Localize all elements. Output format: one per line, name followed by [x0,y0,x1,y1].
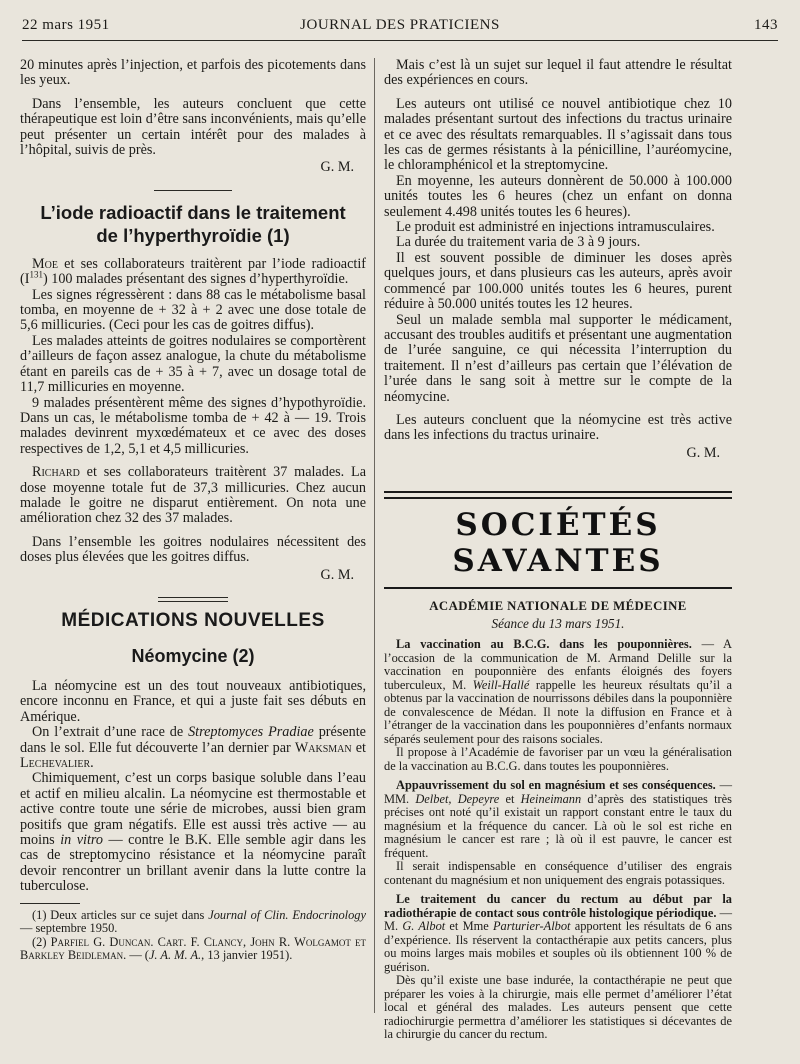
paragraph: Chimiquement, c’est un corps basique soluble dans l’eau et actif en milieu alcalin. La néomycine est thermostable et active contre toute une série de microbes, aussi bien gram positifs que gram négatifs. Elle est aussi très active — au moins in vitro — contre le B.K. Elle semble agir dans les cas de streptomycino résistance et la néomycine paraît devoir rencontrer un brillant avenir dans la lutte contre la tuberculose. [20,770,366,895]
paragraph: Dans l’ensemble, les auteurs concluent que cette thérapeutique est loin d’être sans inconvénients, mais qu’elle peut présenter un certain intérêt pour des malades à l’hôpital, suivis de près. [20,95,366,159]
left-column [20,58,366,963]
seance-date: Séance du 13 mars 1951. [491,616,625,632]
header-date: 22 mars 1951 [22,17,110,33]
section-title-societes: SOCIÉTÉS SAVANTES [452,507,664,580]
report-paragraph: Dès qu’il existe une base indurée, la contacthérapie ne peut que préparer les voies à la chirurgie, mais elle permet d’améliorer l’état local et général des malades. Les auteurs pensent que cette radiochirurgie permettra d’améliorer les statistiques si décevantes de la chirurgie du cancer du rectum. [384,973,732,1042]
academie-heading: ACADÉMIE NATIONALE DE MÉDECINE [429,599,687,614]
paragraph: Moe et ses collaborateurs traitèrent par l’iode radioactif $(I^{131})$ 100 malades présentant des signes d’hyperthyroïdie. [20,255,366,288]
report-paragraph: Il propose à l’Académie de favoriser par un vœu la généralisation de la vaccination au B.C.G. dans toutes les pouponnières. [384,745,732,773]
signature: G. M. [320,566,354,583]
report-paragraph: La vaccination au B.C.G. dans les pouponnières. — A l’occasion de la communication de M. Armand Delille sur la vaccination en pouponnière des enfants éloignés des foyers tuberculeux, M. Weill-Hallé rappelle les heureux résultats qu’il a obtenus par la vaccination de nourrissons débiles dans la pouponnière de convalescence de Médan. Il note la diffusion en France et à l’étranger de la vaccination dans les pouponnières d’enfants normaux séparés seulement pour des raisons sociales. [384,637,732,746]
footnote: (1) Deux articles sur ce sujet dans Journal of Clin. Endocrinology — septembre 1950. [20,907,366,936]
signature: G. M. [320,159,354,176]
academie-reports [384,638,732,1042]
section-rule [384,491,732,499]
paragraph: La néomycine est un des tout nouveaux antibiotiques, encore inconnu en France, et qui a juste fait ses débuts en Amérique. [20,677,366,725]
paragraph: La durée du traitement varia de 3 à 9 jours. [396,234,641,251]
paragraph: Mais c’est là un sujet sur lequel il faut attendre le résultat des expériences en cours. [384,57,732,89]
paragraph: Les malades atteints de goitres nodulaires se comportèrent d’ailleurs de façon assez analogue, la chute du métabolisme étant en pareils cas de + 35 à + 7, avec un dosage total de 11,7 millicuries en moyenne. [20,332,366,396]
paragraph: Dans l’ensemble les goitres nodulaires nécessitent des doses plus élevées que les goitres diffus. [20,533,366,566]
paragraph: Seul un malade sembla mal supporter le médicament, accusant des troubles auditifs et présentant une augmentation de l’urée sanguine, ce qui nécessita l’interruption du traitement. Il n’est d’ailleurs pas certain que l’élévation de l’urée dans le sang soit à mettre sur le compte de la néomycine. [384,311,732,405]
section-separator [154,190,232,191]
right-column [384,58,732,1042]
paragraph: En moyenne, les auteurs donnèrent de 50.000 à 100.000 unités toutes les 6 heures (chez un enfant on donna seulement 4.498 unités toutes les 6 heures). [384,172,732,220]
page-header [22,17,778,37]
paragraph: Les signes régressèrent : dans 88 cas le métabolisme basal tomba, en moyenne de + 32 à + 2 avec une dose totale de 5,6 millicuries. (Ceci pour les cas de goitres diffus). [20,286,366,334]
author-name: Moe [32,255,58,272]
paragraph: Le produit est administré en injections intramusculaires. [396,219,715,236]
paragraph: Les auteurs concluent que la néomycine est très active dans les infections du tractus urinaire. [384,411,732,444]
paragraph: 9 malades présentèrent même des signes d’hypothyroïdie. Dans un cas, le métabolisme tomba de + 42 à — 19. Trois malades devinrent myxœdémateux et ce avec des doses respectives de 1,2, 5,1 et 4,5 millicuries. [20,394,366,457]
paragraph: Les auteurs ont utilisé ce nouvel antibiotique chez 10 malades présentant surtout des infections du tractus urinaire et ce avec des résultats remarquables. Il s’agissait dans tous les cas de germes résistants à la pénicilline, l’auréomycine, le chloramphénicol et la streptomycine. [384,95,732,174]
paragraph: On l’extrait d’une race de Streptomyces Pradiae présente dans le sol. Elle fut découverte l’an dernier par Waksman et Lechevalier. [20,724,366,771]
header-page-number: 143 [754,17,778,33]
section-double-rule [158,597,228,602]
article-title-iode [20,201,366,247]
section-title-medications: MÉDICATIONS NOUVELLES [61,609,325,631]
report-paragraph: Le traitement du cancer du rectum au début par la radiothérapie de contact sous contrôle histologique périodique. — M. G. Albot et Mme Parturier-Albot apportent les résultats de 6 ans d’expérience. Ils réservent la contacthérapie aux petits cancers, plus ou moins larges mais mobiles et souples où ils obtiennent 100 % de guérison. [384,892,733,974]
footnote-rule [20,903,80,904]
header-rule [22,40,778,41]
paragraph: Richard et ses collaborateurs traitèrent 37 malades. La dose moyenne totale fut de 37,3 millicuries. Chez aucun malade le goitre ne disparut entièrement. On nota une amélioration chez 32 des 37 malades. [20,464,366,527]
footnotes [20,909,366,963]
title-line: L’iode radioactif dans le traitement [40,201,346,223]
signature: G. M. [686,444,720,461]
header-journal-title: JOURNAL DES PRATICIENS [300,17,500,33]
column-divider [374,58,375,1013]
footnote: (2) Parfiel G. Duncan. Cart. F. Clancy, John R. Wolgamot et Barkley Beidleman. — (J. A. M. A., 13 janvier 1951). [20,934,366,963]
paragraph: 20 minutes après l’injection, et parfois des picotements dans les yeux. [20,57,366,89]
author-name: Richard [32,464,80,481]
title-line: de l’hyperthyroïdie (1) [96,224,290,246]
article-title-neomycine: Néomycine (2) [131,645,255,666]
paragraph: Il est souvent possible de diminuer les doses après quelques jours, et dans plusieurs cas les auteurs, après avoir commencé par 100.000 unités toutes les 6 heures, purent réduire à 50.000 unités toutes les 12 heures. [384,249,732,313]
report-paragraph: Appauvrissement du sol en magnésium et ses conséquences. — MM. Delbet, Depeyre et Heineimann d’après des statistiques très précises ont noté qu’il existait un rapport constant entre le taux du magnésium et la fréquence du cancer. Là où le sol est riche en magnésium le cancer est rare ; là où il est pauvre, le cancer est fréquent. [384,778,732,860]
section-rule [384,587,732,589]
report-paragraph: Il serait indispensable en conséquence d’utiliser des engrais contenant du magnésium et non uniquement des engrais potassiques. [384,859,732,887]
